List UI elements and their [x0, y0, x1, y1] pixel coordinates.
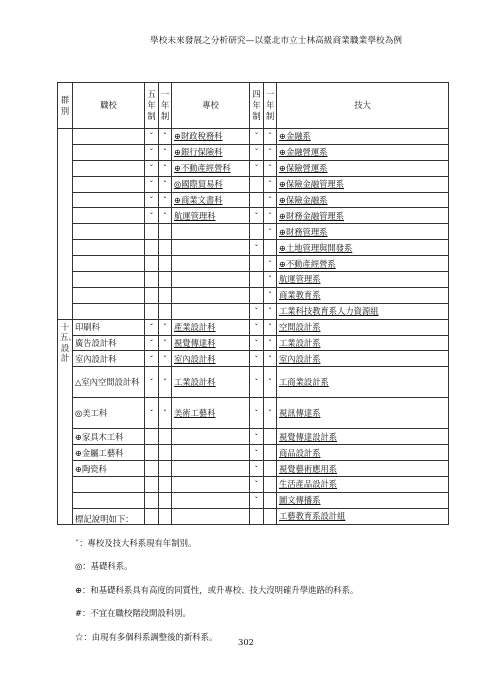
table-cell — [73, 492, 145, 508]
running-header: 學校未來發展之分析研究—以臺北市立士林高級商業職業學校為例 — [150, 36, 403, 46]
table-cell: △室內空間設計科 — [73, 367, 145, 398]
table-cell: 視訊傳達系 — [277, 398, 449, 429]
table-cell — [264, 240, 277, 256]
table-cell: ⊕保險營運系 — [277, 160, 449, 176]
table-cell — [73, 160, 145, 176]
legend-hash: #：不宜在職校階段開設科別。 — [75, 608, 191, 618]
table-row — [58, 256, 449, 272]
table-cell — [73, 287, 145, 303]
table-cell: 航運管理科 — [172, 208, 250, 224]
table-cell — [73, 240, 145, 256]
table-row — [58, 144, 449, 160]
table-row — [58, 303, 449, 319]
table-row — [58, 160, 449, 176]
legend-notes — [75, 512, 358, 653]
table-cell: ˇ — [250, 445, 264, 461]
table-cell: ⊕不動產經營系 — [277, 256, 449, 272]
table-cell — [250, 192, 264, 208]
table-cell: ˇ — [250, 160, 264, 176]
table-cell: ˇ — [145, 192, 159, 208]
header-one-year-university: 一年制 — [264, 83, 277, 129]
table-cell — [250, 256, 264, 272]
table-cell: ˇ — [264, 351, 277, 367]
table-row — [58, 240, 449, 256]
table-cell: ˇ — [159, 335, 172, 351]
header-group: 群別 — [58, 83, 73, 129]
table-cell — [172, 224, 250, 240]
table-cell: ˇ — [159, 192, 172, 208]
table-cell: ˇ — [145, 351, 159, 367]
table-cell: ˇ — [159, 129, 172, 145]
table-cell: 視覺傳達科 — [172, 335, 250, 351]
table-cell: 廣告設計科 — [73, 335, 145, 351]
table-cell: ⊕土地管理與開發系 — [277, 240, 449, 256]
table-row — [58, 429, 449, 445]
table-cell — [159, 477, 172, 493]
table-cell — [172, 240, 250, 256]
table-cell: ˇ — [145, 160, 159, 176]
table-cell: 室內設計科 — [73, 351, 145, 367]
table-cell: ˇ — [264, 335, 277, 351]
table-row — [58, 492, 449, 508]
table-cell: ˇ — [145, 335, 159, 351]
table-cell: ˇ — [264, 160, 277, 176]
table-cell: 空間設計系 — [277, 319, 449, 335]
table-cell — [159, 445, 172, 461]
table-cell — [145, 461, 159, 477]
table-row — [58, 319, 449, 335]
table-row — [58, 208, 449, 224]
table-header-row — [58, 83, 449, 129]
table-cell: ◎國際貿易科 — [172, 176, 250, 192]
table-cell: ⊕家具木工科 — [73, 429, 145, 445]
table-cell: ˇ — [159, 367, 172, 398]
table-cell: ˇ — [264, 224, 277, 240]
table-row — [58, 224, 449, 240]
table-cell: ˇ — [250, 351, 264, 367]
table-row — [58, 367, 449, 398]
table-cell: ˇ — [250, 492, 264, 508]
table-cell: ◎美工科 — [73, 398, 145, 429]
table-cell — [250, 224, 264, 240]
table-row — [58, 176, 449, 192]
table-cell: ⊕銀行保險科 — [172, 144, 250, 160]
table-cell — [159, 224, 172, 240]
table-cell — [145, 287, 159, 303]
header-vocational: 職校 — [73, 83, 145, 129]
table-cell: ˇ — [250, 477, 264, 493]
table-cell: ˇ — [159, 144, 172, 160]
table-cell — [145, 240, 159, 256]
table-cell: ˇ — [159, 351, 172, 367]
table-cell: 商業教育系 — [277, 287, 449, 303]
program-table — [57, 82, 449, 525]
header-university: 技大 — [277, 83, 449, 129]
table-cell — [145, 429, 159, 445]
table-cell: ˇ — [264, 129, 277, 145]
table-cell — [264, 492, 277, 508]
header-five-year: 五年制 — [145, 83, 159, 129]
table-row — [58, 129, 449, 145]
table-cell — [172, 287, 250, 303]
legend-homogeneous: ⊕：和基礎科系具有高度的同質性，或升專校、技大沒明確升學進路的科系。 — [75, 584, 359, 595]
legend-star: ☆：由現有多個科系調整後的新科系。 — [75, 631, 218, 642]
table-cell — [264, 461, 277, 477]
table-cell: 印刷科 — [73, 319, 145, 335]
table-cell: 工業科技教育系人力資源組 — [277, 303, 449, 319]
table-cell: 工業設計系 — [277, 335, 449, 351]
table-cell: ⊕金融系 — [277, 129, 449, 145]
table-cell — [73, 303, 145, 319]
table-cell — [264, 445, 277, 461]
table-cell: ˇ — [250, 240, 264, 256]
table-cell: ⊕財務金融管理系 — [277, 208, 449, 224]
table-cell: ˇ — [145, 367, 159, 398]
table-cell: 商品設計系 — [277, 445, 449, 461]
table-cell — [73, 208, 145, 224]
table-cell: ⊕金屬工藝科 — [73, 445, 145, 461]
table-cell: ˇ — [264, 176, 277, 192]
table-cell — [73, 256, 145, 272]
table-cell: ⊕商業文書科 — [172, 192, 250, 208]
table-cell: ⊕保險金融系 — [277, 192, 449, 208]
group-cell: 十五、設計 — [58, 319, 73, 524]
table-cell: ˇ — [159, 319, 172, 335]
table-row — [58, 272, 449, 288]
table-cell: ˇ — [264, 287, 277, 303]
table-cell: ˇ — [264, 256, 277, 272]
table-cell — [145, 445, 159, 461]
table-cell: ˇ — [264, 319, 277, 335]
table-cell: ˇ — [145, 398, 159, 429]
table-cell: 圖文傳播系 — [277, 492, 449, 508]
table-cell — [250, 287, 264, 303]
table-cell: ˇ — [159, 398, 172, 429]
table-cell — [73, 176, 145, 192]
table-cell: ˇ — [145, 208, 159, 224]
table-cell — [264, 477, 277, 493]
table-cell: 生活產品設計系 — [277, 477, 449, 493]
table-cell — [159, 272, 172, 288]
table-cell — [250, 176, 264, 192]
table-cell: ⊕金融營運系 — [277, 144, 449, 160]
table-cell: ˇ — [264, 303, 277, 319]
table-row — [58, 192, 449, 208]
group-cell — [58, 129, 73, 320]
table-cell — [73, 144, 145, 160]
table-cell: ˇ — [250, 303, 264, 319]
table-row — [58, 287, 449, 303]
table-cell — [172, 429, 250, 445]
table-row — [58, 398, 449, 429]
table-cell: ˇ — [250, 208, 264, 224]
table-cell — [264, 429, 277, 445]
table-row — [58, 445, 449, 461]
table-cell — [159, 240, 172, 256]
table-cell: 工商業設計系 — [277, 367, 449, 398]
table-cell: ˇ — [264, 144, 277, 160]
table-cell: ⊕不動產經營科 — [172, 160, 250, 176]
table-cell — [172, 303, 250, 319]
table-cell — [172, 256, 250, 272]
table-cell: 美術工藝科 — [172, 398, 250, 429]
table-cell — [250, 272, 264, 288]
table-cell: ˇ — [250, 398, 264, 429]
table-cell — [172, 492, 250, 508]
table-row — [58, 335, 449, 351]
table-cell: ˇ — [250, 319, 264, 335]
header-junior-college: 專校 — [172, 83, 250, 129]
legend-check: ˇ：專校及技大科系現有年制別。 — [75, 537, 197, 548]
table-cell — [172, 445, 250, 461]
table-cell — [172, 461, 250, 477]
table-cell — [172, 272, 250, 288]
table-cell: ˇ — [250, 335, 264, 351]
table-cell — [172, 477, 250, 493]
table-cell: ⊕保險金融管理系 — [277, 176, 449, 192]
table-cell: 室內設計系 — [277, 351, 449, 367]
table-cell — [159, 429, 172, 445]
table-cell: ˇ — [250, 429, 264, 445]
table-cell: 視覺傳達設計系 — [277, 429, 449, 445]
table-cell: 工業設計科 — [172, 367, 250, 398]
table-cell: ˇ — [159, 208, 172, 224]
table-row — [58, 461, 449, 477]
table-cell: ˇ — [250, 461, 264, 477]
table-cell — [159, 492, 172, 508]
legend-title: 標記說明如下： — [75, 514, 134, 524]
table-cell: ˇ — [264, 367, 277, 398]
table-cell: ˇ — [264, 272, 277, 288]
table-cell: ˇ — [145, 129, 159, 145]
table-cell — [145, 256, 159, 272]
table-cell: ˇ — [145, 176, 159, 192]
table-cell: 室內設計科 — [172, 351, 250, 367]
table-cell: 航運管理系 — [277, 272, 449, 288]
table-cell: ˇ — [145, 144, 159, 160]
table-cell — [73, 272, 145, 288]
table-cell — [73, 129, 145, 145]
table-cell — [145, 477, 159, 493]
table-cell — [145, 303, 159, 319]
table-cell: ⊕陶瓷科 — [73, 461, 145, 477]
table-cell: 視覺藝術應用系 — [277, 461, 449, 477]
table-cell: ˇ — [264, 208, 277, 224]
table-cell: 產業設計科 — [172, 319, 250, 335]
header-one-year-college: 一年制 — [159, 83, 172, 129]
table-cell: ⊕財務管理系 — [277, 224, 449, 240]
table-cell — [159, 461, 172, 477]
table-cell: 工藝教育系設計組 — [277, 508, 449, 524]
page-number: 302 — [238, 637, 254, 647]
table-cell — [73, 224, 145, 240]
table-cell: ˇ — [145, 319, 159, 335]
table-row — [58, 351, 449, 367]
table-cell — [159, 303, 172, 319]
table-cell — [73, 477, 145, 493]
table-cell: ˇ — [250, 367, 264, 398]
table-cell — [159, 287, 172, 303]
table-cell: ˇ — [264, 398, 277, 429]
legend-basic: ◎：基礎科系。 — [75, 561, 133, 571]
table-cell — [73, 192, 145, 208]
table-cell: ⊕財政稅務科 — [172, 129, 250, 145]
table-cell: ˇ — [159, 176, 172, 192]
table-cell: ˇ — [264, 192, 277, 208]
table-cell — [145, 224, 159, 240]
table-cell — [159, 256, 172, 272]
table-cell: ˇ — [159, 160, 172, 176]
table-cell: ˇ — [250, 129, 264, 145]
table-cell — [145, 272, 159, 288]
table-cell: ˇ — [250, 144, 264, 160]
table-row — [58, 477, 449, 493]
table-cell — [145, 492, 159, 508]
header-four-year: 四年制 — [250, 83, 264, 129]
